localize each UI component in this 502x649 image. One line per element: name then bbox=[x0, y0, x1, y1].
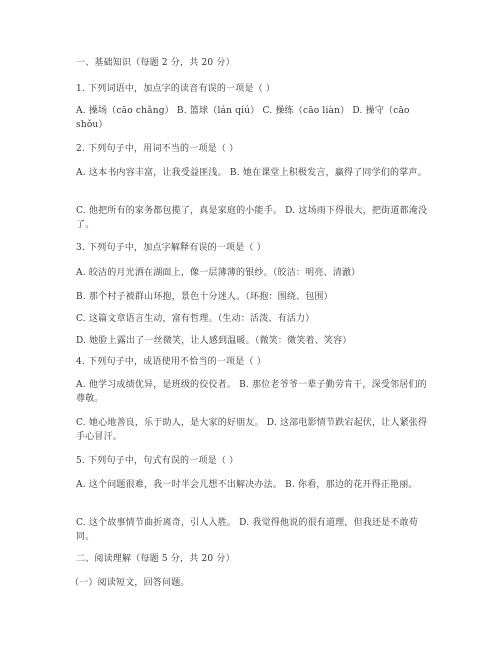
question-5-options-ab: A. 这个问题很难，我一时半会儿想不出解决办法。 B. 你看，那边的花开得正艳丽。 bbox=[76, 480, 418, 490]
question-2-options-ab: A. 这本书内容丰富，让我受益匪浅。 B. 她在课堂上积极发言，赢得了同学们的掌声。 bbox=[76, 168, 427, 178]
question-3-option-a: A. 皎洁的月光洒在湖面上，像一层薄薄的银纱。（皎洁：明亮、清澈） bbox=[76, 268, 361, 278]
section-heading-reading: 二、阅读理解（每题 5 分，共 20 分） bbox=[76, 554, 235, 564]
question-3-option-b: B. 那个村子被群山环抱，景色十分迷人。（环抱：围绕、包围） bbox=[76, 292, 333, 302]
question-3-option-d: D. 她脸上露出了一丝微笑，让人感到温暖。（微笑：微笑着、笑容） bbox=[76, 336, 352, 346]
question-2-options-cd: C. 他把所有的家务都包揽了，真是家庭的小能手。 D. 这场雨下得很大，把街道都淹没了。 bbox=[76, 206, 428, 230]
question-2-stem: 2. 下列句子中，用词不当的一项是（ ） bbox=[76, 144, 239, 154]
question-5-options-cd: C. 这个故事情节曲折离奇，引人入胜。 D. 我觉得他说的很有道理，但我还是不敢苟同。 bbox=[76, 518, 418, 542]
reading-subheading: （一）阅读短文，回答问题。 bbox=[70, 578, 190, 588]
question-3-stem: 3. 下列句子中，加点字解释有误的一项是（ ） bbox=[76, 243, 266, 253]
section-heading-basics: 一、基础知识（每题 2 分，共 20 分） bbox=[76, 58, 235, 68]
question-1-stem: 1. 下列词语中，加点字的读音有误的一项是（ ） bbox=[76, 84, 276, 94]
question-3-option-c: C. 这篇文章语言生动，富有哲理。（生动：活泼、有活力） bbox=[76, 314, 315, 324]
question-4-options-cd: C. 她心地善良，乐于助人，是大家的好朋友。 D. 这部电影情节跌宕起伏，让人紧张得手心冒汗。 bbox=[76, 418, 428, 442]
question-4-stem: 4. 下列句子中，成语使用不恰当的一项是（ ） bbox=[76, 357, 266, 367]
question-1-options: A. 操场（cāo chǎng） B. 篮球（lán qiú） C. 操练（cāo liàn） D. 操守（cāo shǒu） bbox=[76, 106, 410, 130]
question-5-stem: 5. 下列句子中，句式有误的一项是（ ） bbox=[76, 456, 239, 466]
question-4-options-ab: A. 他学习成绩优异，是班级的佼佼者。 B. 那位老爷爷一辈子勤劳肯干，深受邻居们的尊敬。 bbox=[76, 380, 427, 404]
